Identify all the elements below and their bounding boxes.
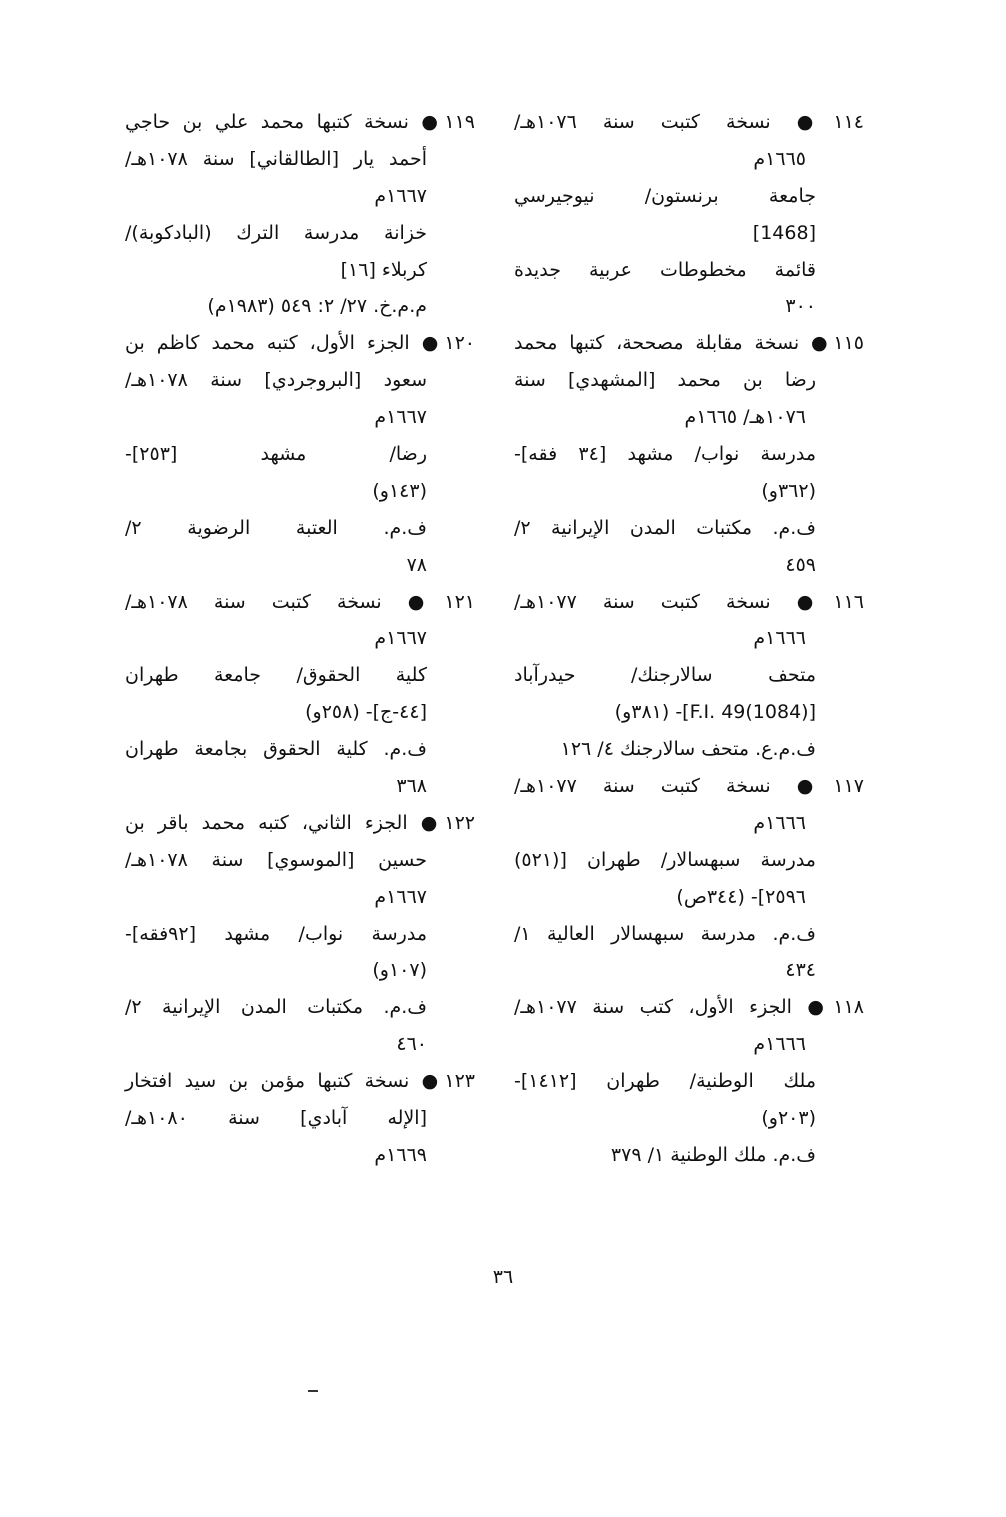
text-line: [1468] [752, 221, 816, 244]
text-line: جامعة برنستون/ نيوجيرسي [514, 184, 816, 207]
text-line: ف.م. العتبة الرضوية ٢/ [125, 516, 427, 539]
text-line: ١٢٢● الجزء الثاني، كتبه محمد باقر بن [125, 811, 475, 834]
text-line: ١٢٠● الجزء الأول، كتبه محمد كاظم بن [125, 332, 475, 355]
text-line: ١٦٦٧م [374, 885, 427, 908]
text-line: ١١٨● الجزء الأول، كتب سنة ١٠٧٧هـ/ [514, 996, 864, 1019]
text-line: ٤٣٤ [785, 959, 816, 982]
text-line: رضا/ مشهد [٢٥٣]- [125, 443, 427, 466]
text-line: ف.م. مكتبات المدن الإيرانية ٢/ [125, 996, 427, 1019]
text-line: ١٦٦٧م [374, 406, 427, 429]
text-line: م.م.خ. ٢٧/ ٢: ٥٤٩ (١٩٨٣م) [207, 295, 427, 318]
text-line: [٤٤-ج]- (٢٥٨و) [305, 701, 427, 724]
text-line: رضا بن محمد [المشهدي] سنة [514, 369, 816, 392]
text-line: ١٦٦٩م [374, 1143, 427, 1166]
right-column [514, 104, 864, 1174]
text-line: ٣٠٠ [785, 295, 816, 318]
text-line: ١٢١● نسخة كتبت سنة ١٠٧٨هـ/ [125, 590, 475, 613]
text-line: ١٦٦٦م [753, 811, 806, 834]
page-number: ٣٦ [492, 1266, 514, 1288]
text-line: [F.I. 49(1084)]- (٣٨١و) [614, 701, 816, 724]
text-line: خزانة مدرسة الترك (البادكوبة)/ [125, 221, 427, 244]
text-line: حسين [الموسوي] سنة ١٠٧٨هـ/ [125, 848, 427, 871]
text-line: مدرسة نواب/ مشهد [٩٢فقه]- [125, 922, 427, 945]
left-column [125, 104, 475, 1174]
text-line: مدرسة نواب/ مشهد [٣٤ فقه]- [514, 443, 816, 466]
text-line: ١١٤● نسخة كتبت سنة ١٠٧٦هـ/ [514, 111, 864, 133]
text-line: كربلاء [١٦] [340, 258, 427, 281]
text-line: ٣٦٨ [396, 775, 427, 798]
text-line: (٣٦٢و) [761, 479, 816, 502]
text-line: سعود [البروجردي] سنة ١٠٧٨هـ/ [125, 369, 427, 392]
text-line: ملك الوطنية/ طهران [١٤١٢]- [514, 1070, 816, 1093]
text-line: ١٦٦٦م [753, 627, 806, 650]
text-line: ١١٧● نسخة كتبت سنة ١٠٧٧هـ/ [514, 775, 864, 798]
text-line: ف.م. مكتبات المدن الإيرانية ٢/ [514, 516, 816, 539]
text-line: ١٦٦٧م [374, 627, 427, 650]
text-line: ١٦٦٧م [374, 184, 427, 207]
text-line: كلية الحقوق/ جامعة طهران [125, 664, 427, 687]
text-line: ف.م. ملك الوطنية ١/ ٣٧٩ [610, 1143, 816, 1166]
text-line: ٤٥٩ [785, 553, 816, 576]
text-line: مدرسة سبهسالار/ طهران [(٥٢١) [514, 848, 816, 871]
text-line: ٧٨ [406, 553, 427, 576]
text-line: ف.م.ع. متحف سالارجنك ٤/ ١٢٦ [560, 738, 816, 761]
text-line: ١٦٦٦م [753, 1033, 806, 1056]
text-line: [الإله آبادي] سنة ١٠٨٠هـ/ [125, 1107, 427, 1130]
text-line: أحمد يار [الطالقاني] سنة ١٠٧٨هـ/ [125, 147, 427, 170]
text-line: متحف سالارجنك/ حيدرآباد [514, 664, 816, 687]
text-line: قائمة مخطوطات عربية جديدة [514, 258, 816, 281]
text-line: ٤٦٠ [396, 1033, 427, 1056]
text-line: ف.م. كلية الحقوق بجامعة طهران [125, 738, 427, 761]
text-line: ١١٦● نسخة كتبت سنة ١٠٧٧هـ/ [514, 590, 864, 613]
text-line: (٢٠٣و) [761, 1107, 816, 1130]
text-line: ١١٩● نسخة كتبها محمد علي بن حاجي [125, 111, 475, 133]
text-line: (١٤٣و) [372, 479, 427, 502]
scan-speck [308, 1390, 318, 1392]
text-line: ٢٥٩٦]- (٣٤٤ص) [676, 885, 806, 908]
text-line: ١٠٧٦هـ/ ١٦٦٥م [684, 406, 806, 429]
text-line: ١٢٣● نسخة كتبها مؤمن بن سيد افتخار [125, 1070, 475, 1093]
text-line: ١١٥● نسخة مقابلة مصححة، كتبها محمد [514, 332, 864, 355]
text-line: ف.م. مدرسة سبهسالار العالية ١/ [514, 922, 816, 945]
text-line: (١٠٧و) [372, 959, 427, 982]
text-line: ١٦٦٥م [753, 147, 806, 170]
